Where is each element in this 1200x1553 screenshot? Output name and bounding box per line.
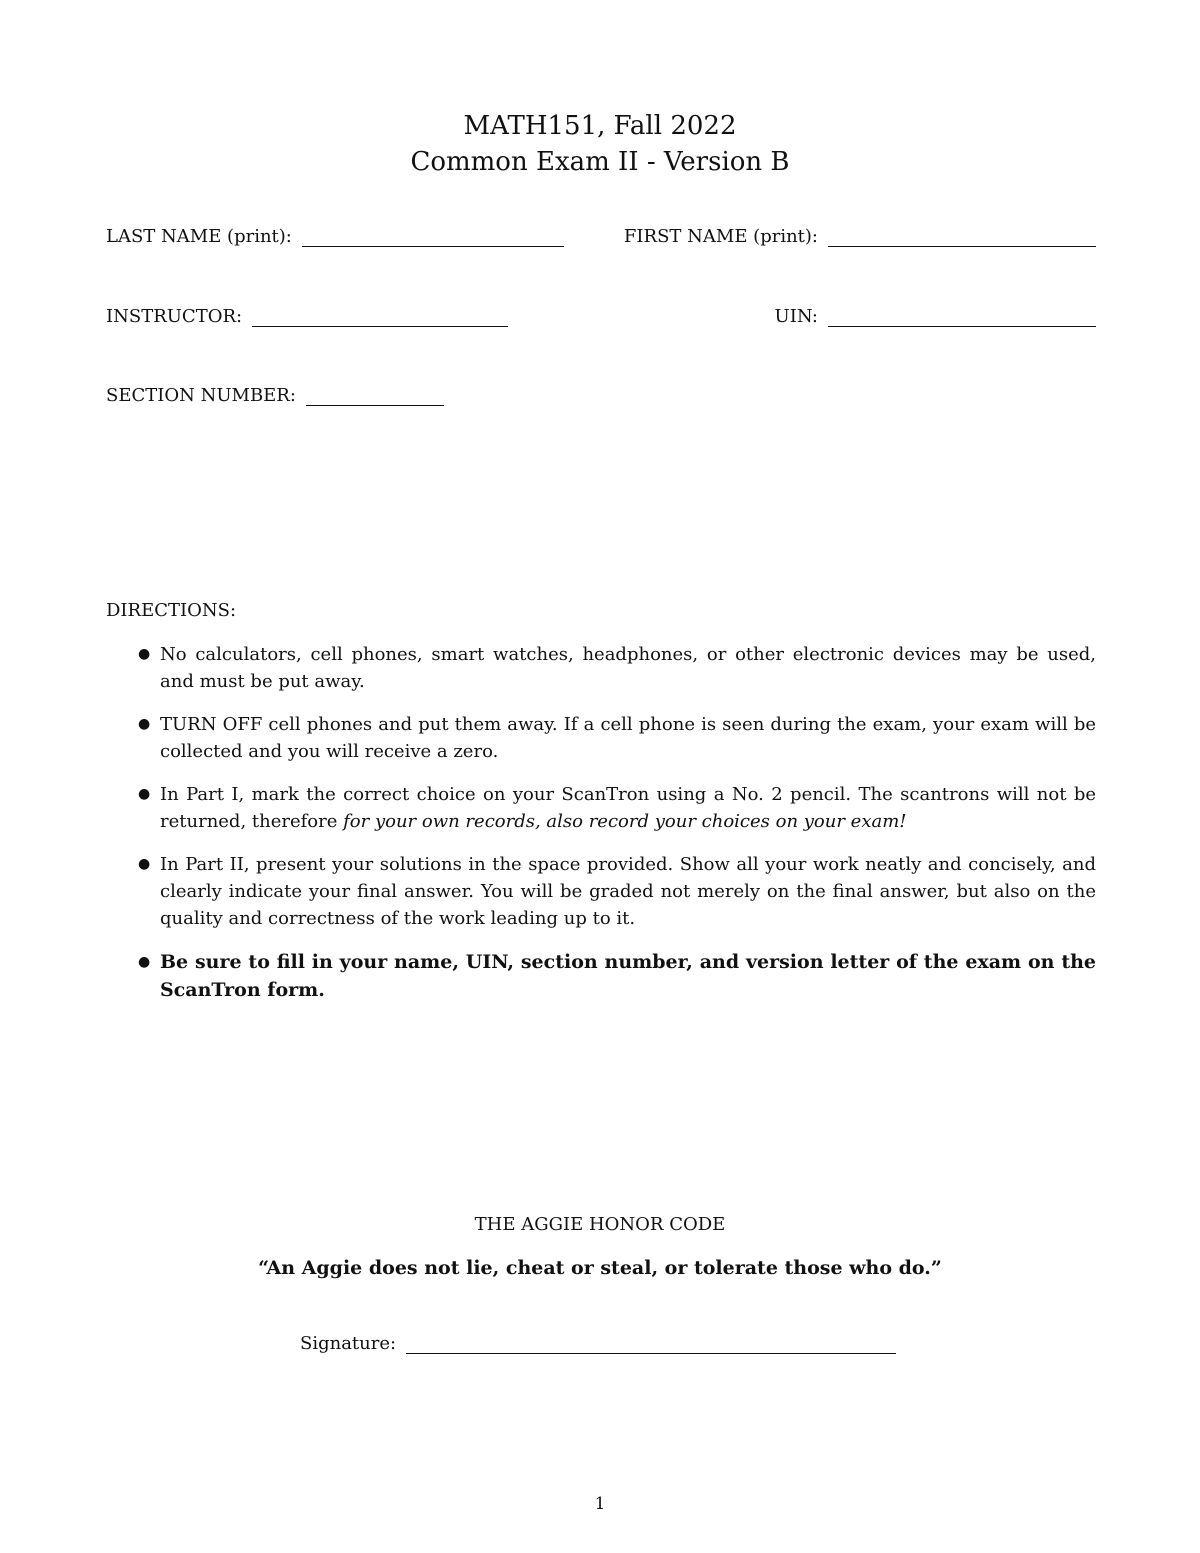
direction-text: Be sure to fill in your name, UIN, section number, and version letter of the exam on the ScanTron form.: [160, 951, 1096, 1001]
instructor-label: INSTRUCTOR:: [106, 306, 243, 327]
instructor-field: [106, 306, 508, 327]
signature-blank[interactable]: [406, 1333, 896, 1354]
direction-item: [106, 851, 1096, 932]
direction-text: No calculators, cell phones, smart watches, headphones, or other electronic devices may be used, and must be put away.: [160, 644, 1096, 692]
name-row: [106, 226, 1096, 247]
honor-code-quote: “An Aggie does not lie, cheat or steal, or tolerate those who do.”: [258, 1257, 942, 1279]
uin-field: [775, 306, 1096, 327]
bullet-icon: ●: [138, 856, 151, 872]
section-field: [106, 385, 444, 406]
direction-item: [106, 641, 1096, 695]
last-name-label: LAST NAME (print):: [106, 226, 292, 247]
last-name-blank[interactable]: [302, 226, 564, 247]
first-name-blank[interactable]: [828, 226, 1096, 247]
bullet-icon: ●: [138, 646, 151, 662]
honor-code-block: [0, 1214, 1200, 1279]
title-block: [0, 108, 1200, 180]
direction-item: [106, 711, 1096, 765]
direction-item-bold: [106, 948, 1096, 1004]
page-number: 1: [594, 1494, 606, 1514]
directions-heading: DIRECTIONS:: [106, 600, 237, 621]
bullet-icon: ●: [138, 954, 151, 970]
direction-emphasis: for your own records, also record your choices on your exam!: [343, 811, 907, 832]
directions-list: [106, 641, 1096, 1004]
exam-title: Common Exam II - Version B: [410, 147, 790, 177]
direction-text: TURN OFF cell phones and put them away. If a cell phone is seen during the exam, your exam will be collected and you will receive a zero.: [160, 714, 1096, 762]
bullet-icon: ●: [138, 716, 151, 732]
section-blank[interactable]: [306, 385, 444, 406]
bullet-icon: ●: [138, 786, 151, 802]
section-row: [106, 385, 444, 406]
first-name-field: [624, 226, 1096, 247]
instructor-row: [106, 306, 1096, 327]
direction-text: In Part I, mark the correct choice on your ScanTron using a No. 2 pencil. The scantrons will not be returned, therefore: [160, 784, 1096, 832]
direction-text: In Part II, present your solutions in the space provided. Show all your work neatly and concisely, and clearly indicate your final answer. You will be graded not merely on the final answer, but also on the quality and correctness of the work leading up to it.: [160, 854, 1096, 929]
direction-item: [106, 781, 1096, 835]
last-name-field: [106, 226, 564, 247]
uin-label: UIN:: [774, 306, 818, 327]
instructor-blank[interactable]: [252, 306, 508, 327]
course-title: MATH151, Fall 2022: [463, 111, 737, 141]
honor-code-heading: THE AGGIE HONOR CODE: [474, 1214, 726, 1235]
uin-blank[interactable]: [828, 306, 1096, 327]
first-name-label: FIRST NAME (print):: [623, 226, 818, 247]
directions-section: [106, 600, 1096, 1020]
section-label: SECTION NUMBER:: [106, 385, 296, 406]
signature-row: [300, 1333, 896, 1354]
signature-label: Signature:: [300, 1333, 397, 1354]
